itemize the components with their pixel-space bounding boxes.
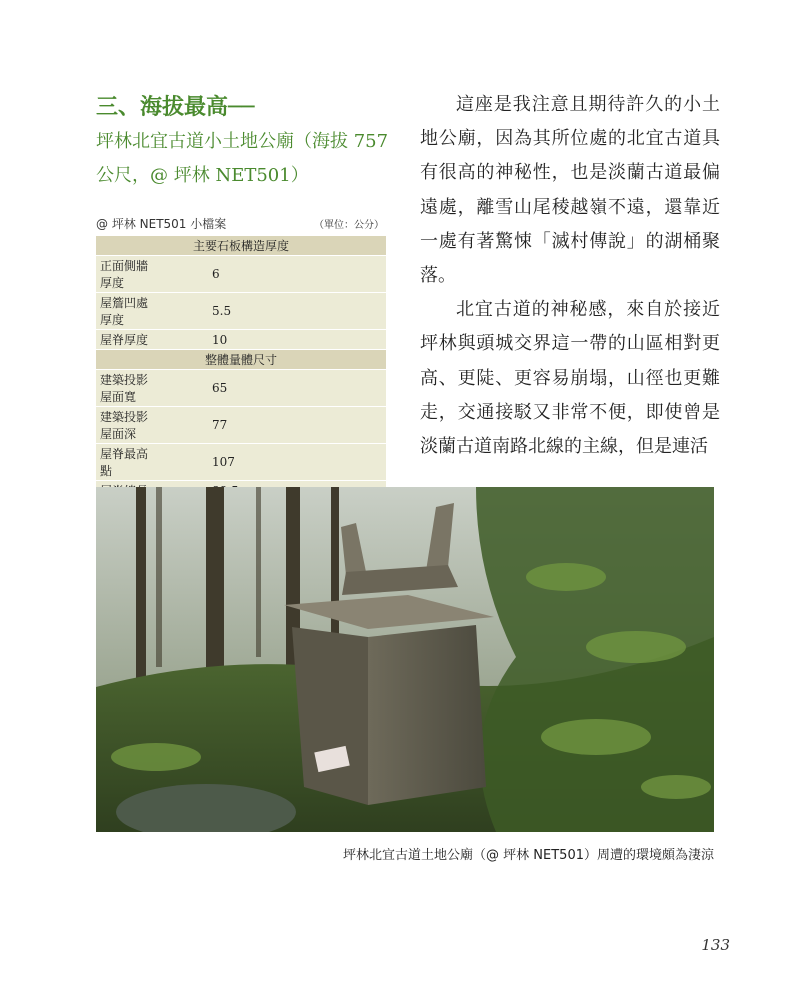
section-subheading: 坪林北宜古道小土地公廟（海拔 757 公尺，@ 坪林 NET501） [96, 131, 389, 186]
table-row [96, 370, 386, 407]
table-row [96, 407, 386, 444]
table-row-value: 77 [152, 407, 386, 444]
table-row-label: 屋脊最高點 [96, 444, 152, 481]
body-paragraph: 北宜古道的神秘感，來自於接近坪林與頭城交界這一帶的山區相對更高、更陡、更容易崩塌，山徑也更難走，交通接駁又非常不便，即使曾是淡蘭古道南路北線的主線，但是連活 [420, 299, 720, 458]
table-group-header [96, 236, 386, 256]
table-group-title: 主要石板構造厚度 [96, 236, 386, 256]
profile-table-title: @ 坪林 NET501 小檔案 [96, 217, 227, 231]
table-group-header [96, 350, 386, 370]
table-row-value: 10 [152, 330, 386, 350]
shrine-photo-illustration [96, 487, 714, 832]
table-row-label: 屋脊厚度 [96, 330, 152, 350]
table-row [96, 444, 386, 481]
page-number: 133 [701, 936, 730, 954]
table-row-value: 107 [152, 444, 386, 481]
profile-table-header [96, 215, 386, 235]
profile-table [96, 235, 386, 520]
section-heading: 三、海拔最高── [96, 94, 255, 120]
table-row-value: 65 [152, 370, 386, 407]
body-text [420, 88, 720, 464]
shrine-photo [96, 487, 714, 832]
table-row-label: 建築投影屋面深 [96, 407, 152, 444]
table-row-label: 建築投影屋面寬 [96, 370, 152, 407]
profile-table-unit: （單位：公分） [314, 220, 384, 231]
profile-table-block [96, 215, 386, 520]
body-paragraph: 這座是我注意且期待許久的小土地公廟，因為其所位處的北宜古道具有很高的神秘性，也是淡蘭古道最偏遠處，離雪山尾稜越嶺不遠，還靠近一處有著驚悚「滅村傳說」的湖桶聚落。 [420, 94, 720, 287]
table-row [96, 330, 386, 350]
table-row-label: 正面側牆厚度 [96, 256, 152, 293]
photo-caption: 坪林北宜古道土地公廟（@ 坪林 NET501）周遭的環境頗為淒涼 [343, 848, 714, 863]
table-row-label: 屋簷凹處厚度 [96, 293, 152, 330]
table-row-value: 6 [152, 256, 386, 293]
table-row-value: 5.5 [152, 293, 386, 330]
table-row [96, 256, 386, 293]
table-row [96, 293, 386, 330]
table-group-title: 整體量體尺寸 [96, 350, 386, 370]
